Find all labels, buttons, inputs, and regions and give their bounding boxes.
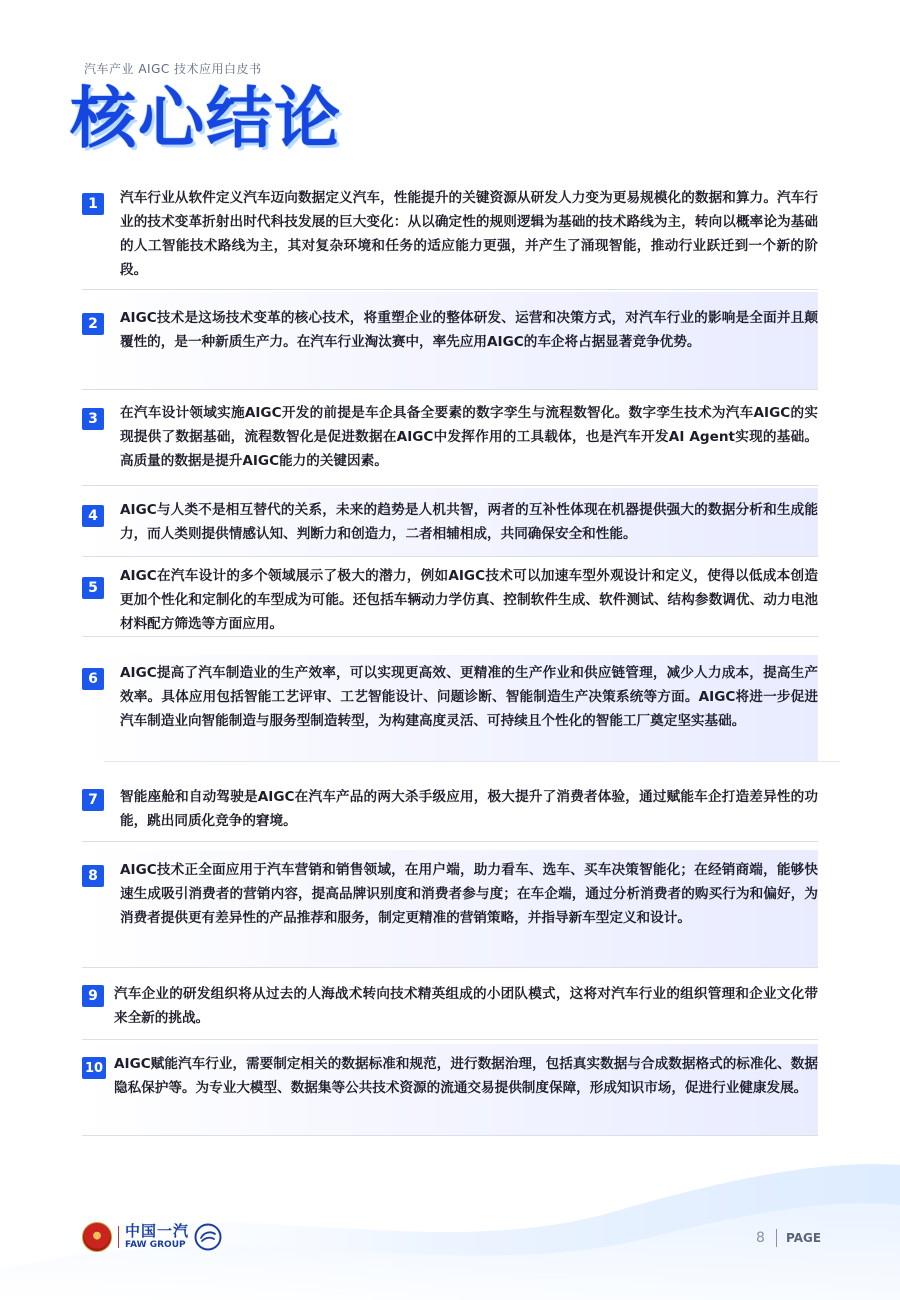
page-title: 核心结论	[70, 80, 342, 157]
item-number-badge: 1	[82, 193, 104, 215]
brand-name-cn: 中国一汽	[125, 1222, 190, 1240]
header-doc-title: 汽车产业 AIGC 技术应用白皮书	[84, 62, 262, 76]
item-text: 汽车企业的研发组织将从过去的人海战术转向技术精英组成的小团队模式，这将对汽车行业的组织管理和企业文化带来全新的挑战。	[114, 986, 818, 1026]
item-text: AIGC在汽车设计的多个领域展示了极大的潜力，例如AIGC技术可以加速车型外观设计和定义，使得以低成本创造更加个性化和定制化的车型成为可能。还包括车辆动力学仿真、控制软件生成、软件测试、结构参数调优、动力电池材料配方筛选等方面应用。	[120, 568, 818, 632]
item-number-badge: 6	[82, 668, 104, 690]
list-item	[82, 292, 818, 390]
item-number-badge: 4	[82, 505, 104, 527]
page-number: 8	[756, 1230, 765, 1246]
item-number-badge: 2	[82, 313, 104, 335]
logo-divider	[118, 1226, 119, 1248]
list-item	[82, 655, 818, 761]
list-item	[82, 392, 818, 486]
page-separator	[776, 1229, 777, 1247]
party-emblem-icon	[82, 1222, 112, 1252]
item-text: AIGC提高了汽车制造业的生产效率，可以实现更高效、更精准的生产作业和供应链管理，减少人力成本，提高生产效率。具体应用包括智能工艺评审、工艺智能设计、问题诊断、智能制造生产决策系统等方面。AIGC将进一步促进汽车制造业向智能制造与服务型制造转型，为构建高度灵活、可持续且个性化的智能工厂奠定坚实基础。	[120, 665, 818, 729]
list-item	[82, 559, 818, 637]
decorative-wave	[0, 1120, 900, 1300]
item-number-badge: 10	[82, 1057, 106, 1079]
item-number-badge: 8	[82, 865, 104, 887]
brand-name-en: FAW GROUP	[125, 1240, 186, 1250]
faw-brand	[125, 1224, 189, 1250]
list-item	[82, 186, 818, 290]
item-number-badge: 9	[82, 985, 104, 1007]
item-text: 在汽车设计领域实施AIGC开发的前提是车企具备全要素的数字孪生与流程数智化。数字孪生技术为汽车AIGC的实现提供了数据基础，流程数智化是促进数据在AIGC中发挥作用的工具载体，也是汽车开发AI Agent实现的基础。高质量的数据是提升AIGC能力的关键因素。	[120, 405, 818, 469]
item-number-badge: 7	[82, 789, 104, 811]
item-number-badge: 5	[82, 577, 104, 599]
item-text: 智能座舱和自动驾驶是AIGC在汽车产品的两大杀手级应用，极大提升了消费者体验，通过赋能车企打造差异性的功能，跳出同质化竞争的窘境。	[120, 789, 818, 829]
page-label: PAGE	[786, 1231, 822, 1245]
faw-logo-icon	[194, 1223, 222, 1251]
divider-line	[104, 761, 840, 762]
item-text: AIGC技术是这场技术变革的核心技术，将重塑企业的整体研发、运营和决策方式，对汽车行业的影响是全面并且颠覆性的，是一种新质生产力。在汽车行业淘汰赛中，率先应用AIGC的车企将占据显著竞争优势。	[120, 310, 818, 350]
item-text: 汽车行业从软件定义汽车迈向数据定义汽车，性能提升的关键资源从研发人力变为更易规模化的数据和算力。汽车行业的技术变革折射出时代科技发展的巨大变化：从以确定性的规则逻辑为基础的技术路线为主，转向以概率论为基础的人工智能技术路线为主，其对复杂环境和任务的适应能力更强，并产生了涌现智能，推动行业跃迁到一个新的阶段。	[120, 190, 818, 278]
list-item	[82, 488, 818, 557]
footer-logos	[82, 1220, 222, 1254]
list-item	[82, 974, 818, 1040]
list-item	[82, 850, 818, 968]
item-text: AIGC技术正全面应用于汽车营销和销售领域，在用户端，助力看车、选车、买车决策智能化；在经销商端，能够快速生成吸引消费者的营销内容，提高品牌识别度和消费者参与度；在车企端，通过分析消费者的购买行为和偏好，为消费者提供更有差异性的产品推荐和服务，制定更精准的营销策略，并指导新车型定义和设计。	[120, 862, 818, 926]
item-text: AIGC与人类不是相互替代的关系，未来的趋势是人机共智，两者的互补性体现在机器提供强大的数据分析和生成能力，而人类则提供情感认知、判断力和创造力，二者相辅相成，共同确保安全和性能。	[120, 502, 818, 542]
list-item	[82, 782, 818, 842]
item-text: AIGC赋能汽车行业，需要制定相关的数据标准和规范，进行数据治理，包括真实数据与合成数据格式的标准化、数据隐私保护等。为专业大模型、数据集等公共技术资源的流通交易提供制度保障，形成知识市场，促进行业健康发展。	[114, 1056, 818, 1096]
item-number-badge: 3	[82, 408, 104, 430]
